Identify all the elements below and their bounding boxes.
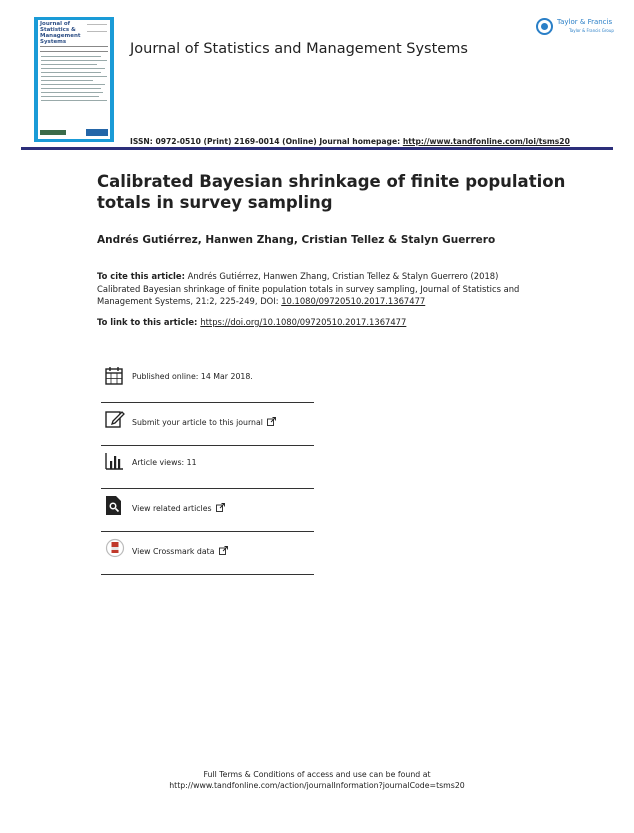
article-doi-link[interactable]: https://doi.org/10.1080/09720510.2017.1367477 (200, 317, 407, 327)
citation-text: Andrés Gutiérrez, Hanwen Zhang, Cristian Tellez & Stalyn Guerrero (2018) Calibrated Bayesian shrinkage of finite population totals in survey sampling, Journal of Statistics and Management Systems, 21:2, 225-249, DOI: (97, 271, 520, 306)
edit-icon (105, 409, 125, 429)
crossmark-link[interactable] (132, 546, 228, 556)
related-articles-link[interactable] (132, 503, 225, 513)
publisher-subname: Taylor & Francis Group (569, 28, 614, 33)
article-authors: Andrés Gutiérrez, Hanwen Zhang, Cristian Tellez & Stalyn Guerrero (97, 234, 496, 246)
external-link-icon (267, 417, 276, 426)
header-rule (21, 147, 613, 150)
citation-block (97, 270, 537, 308)
divider (101, 531, 314, 532)
divider (101, 402, 314, 403)
related-articles-row[interactable] (101, 495, 314, 519)
journal-name: Journal of Statistics and Management Systems (130, 41, 468, 57)
article-title: Calibrated Bayesian shrinkage of finite population totals in survey sampling (97, 172, 566, 212)
divider (101, 445, 314, 446)
publisher-logo-icon (536, 18, 553, 35)
submit-article-row[interactable] (101, 409, 314, 433)
journal-cover-image (34, 17, 114, 142)
citation-doi-link[interactable]: 10.1080/09720510.2017.1367477 (281, 296, 426, 306)
cover-title: Journal of Statistics & Management Systems (40, 21, 81, 45)
citation-label: To cite this article: (97, 271, 185, 281)
crossmark-row[interactable] (101, 538, 314, 562)
external-link-icon (216, 503, 225, 512)
submit-article-label: Submit your article to this journal (132, 418, 263, 427)
document-search-icon (105, 495, 123, 516)
journal-homepage-link[interactable]: http://www.tandfonline.com/loi/tsms20 (402, 137, 570, 146)
footer-terms-link[interactable]: http://www.tandfonline.com/action/journalInformation?journalCode=tsms20 (169, 781, 465, 790)
crossmark-label: View Crossmark data (132, 547, 215, 556)
article-views-row (101, 451, 314, 475)
crossmark-icon (105, 538, 125, 558)
related-articles-label: View related articles (132, 504, 212, 513)
published-date: Published online: 14 Mar 2018. (132, 372, 253, 381)
publisher-logo[interactable] (536, 17, 614, 39)
calendar-icon (105, 366, 123, 385)
article-views: Article views: 11 (132, 458, 197, 467)
published-row (101, 366, 314, 390)
bar-chart-icon (105, 452, 124, 470)
link-label: To link to this article: (97, 317, 201, 327)
footer-terms-text: Full Terms & Conditions of access and use can be found at (203, 770, 431, 779)
divider (101, 488, 314, 489)
divider (101, 574, 314, 575)
issn-line (130, 137, 570, 146)
article-link-line (97, 317, 406, 327)
publisher-name: Taylor & Francis (557, 18, 613, 26)
submit-article-link[interactable] (132, 417, 276, 427)
external-link-icon (219, 546, 228, 555)
issn-text: ISSN: 0972-0510 (Print) 2169-0014 (Online) Journal homepage: (130, 137, 403, 146)
